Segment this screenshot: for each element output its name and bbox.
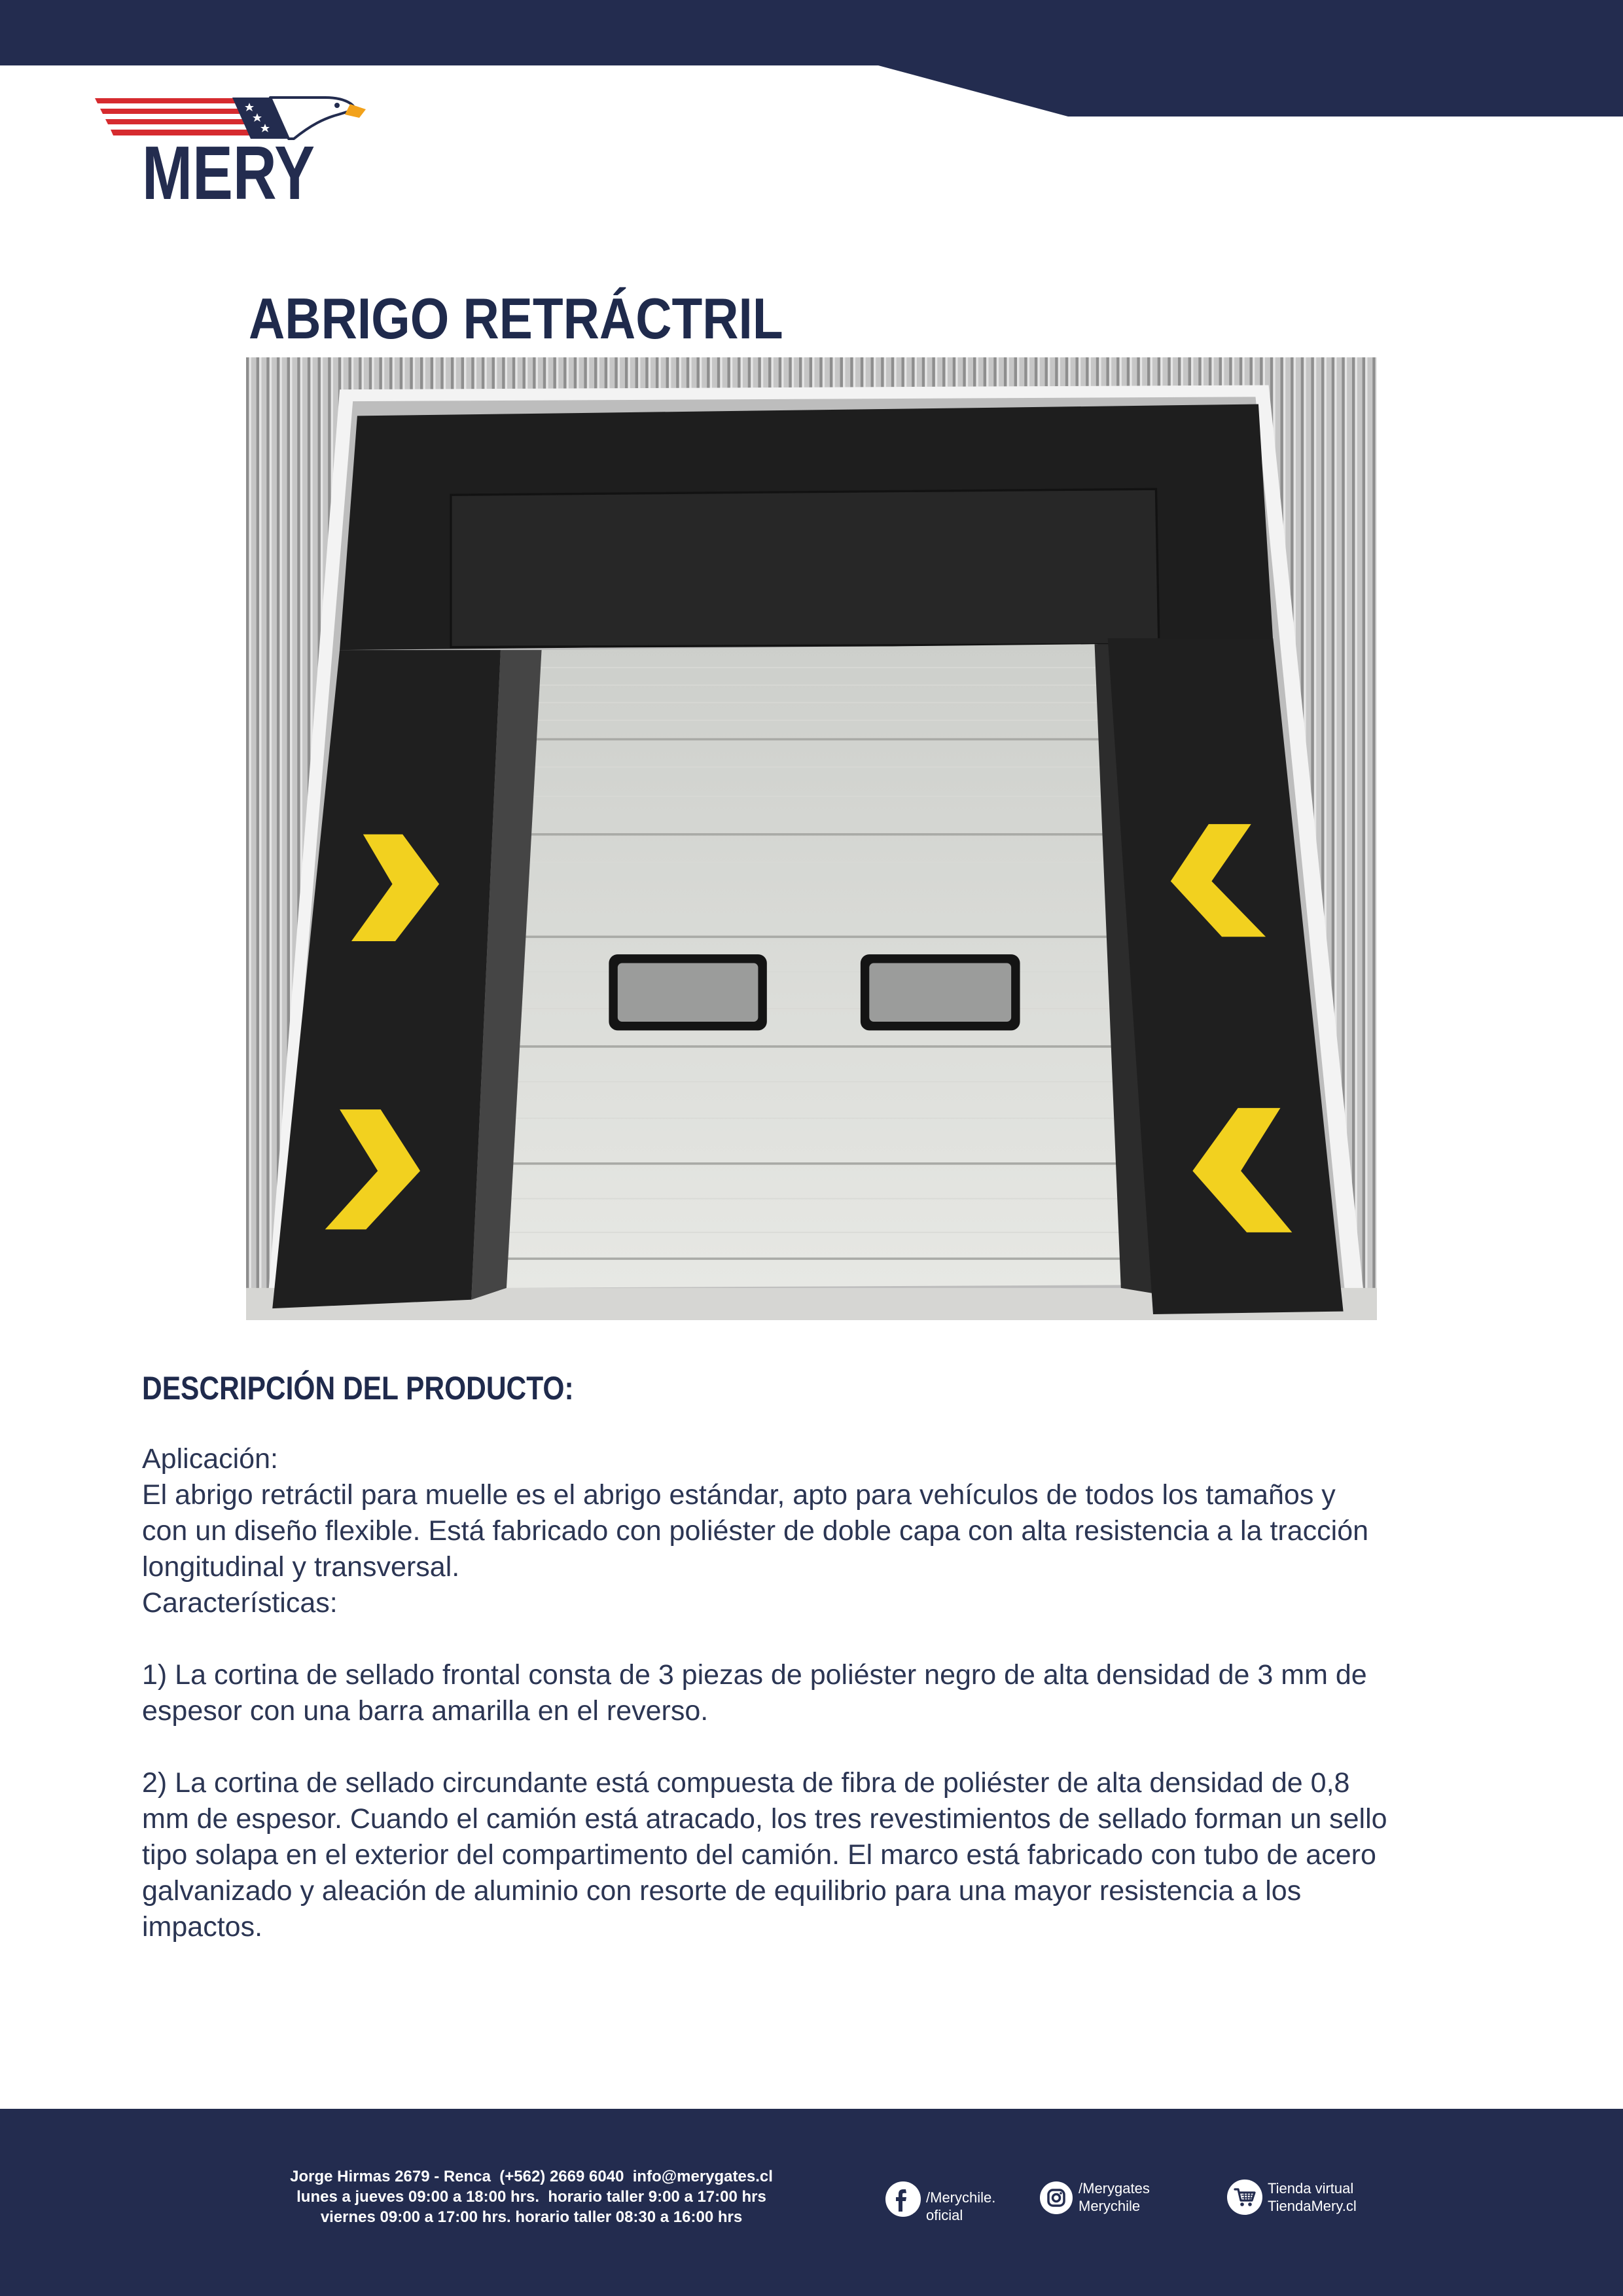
product-title: ABRIGO RETRÁCTRIL — [249, 286, 783, 351]
application-text-line: con un diseño flexible. Está fabricado con poliéster de doble capa con alta resistencia a la tracción — [142, 1515, 1369, 1547]
features-label: Características: — [142, 1587, 338, 1619]
social-instagram-line: Merychile — [1079, 2198, 1141, 2214]
logo-wordmark: MERY — [142, 130, 315, 203]
contact-info — [237, 2166, 826, 2227]
feature-2-line: impactos. — [142, 1911, 263, 1943]
feature-1-line: 1) La cortina de sellado frontal consta de 3 piezas de poliéster negro de alta densidad de 3 mm de — [142, 1659, 1367, 1691]
sectional-door — [507, 644, 1121, 1288]
social-facebook-line: /Merychile. — [926, 2189, 996, 2206]
social-store-line: Tienda virtual — [1268, 2180, 1354, 2197]
footer-band — [0, 2109, 1623, 2296]
social-instagram-line: /Merygates — [1079, 2180, 1150, 2197]
feature-1-line: espesor con una barra amarilla en el reverso. — [142, 1695, 709, 1727]
feature-2-line: 2) La cortina de sellado circundante está compuesta de fibra de poliéster de alta densidad de 0,8 — [142, 1767, 1350, 1799]
facebook-icon — [885, 2181, 921, 2217]
social-facebook — [926, 2189, 995, 2224]
instagram-icon — [1040, 2181, 1073, 2214]
cart-icon — [1227, 2179, 1262, 2215]
paragraph-spacer — [142, 1621, 1595, 1657]
product-photo — [246, 357, 1377, 1320]
feature-2-line: tipo solapa en el exterior del compartimento del camión. El marco está fabricado con tubo de acero — [142, 1839, 1376, 1871]
feature-2-line: mm de espesor. Cuando el camión está atracado, los tres revestimientos de sellado forman un sello — [142, 1803, 1387, 1835]
door-window-left — [609, 954, 766, 1030]
description-body — [142, 1441, 1595, 1945]
paragraph-spacer — [142, 1729, 1595, 1765]
feature-2-line: galvanizado y aleación de aluminio con resorte de equilibrio para una mayor resistencia a los — [142, 1875, 1302, 1907]
social-store-line: TiendaMery.cl — [1268, 2198, 1357, 2214]
social-instagram — [1079, 2179, 1150, 2215]
mery-logo — [95, 95, 366, 203]
contact-line: Jorge Hirmas 2679 - Renca (+562) 2669 6040 info@merygates.cl — [290, 2168, 773, 2185]
description-heading: DESCRIPCIÓN DEL PRODUCTO: — [142, 1370, 574, 1407]
social-store — [1268, 2179, 1357, 2215]
contact-line: lunes a jueves 09:00 a 18:00 hrs. horario taller 9:00 a 17:00 hrs — [296, 2188, 766, 2206]
door-window-right — [861, 954, 1020, 1030]
application-label: Aplicación: — [142, 1443, 278, 1475]
application-text-line: El abrigo retráctil para muelle es el abrigo estándar, apto para vehículos de todos los tamaños y — [142, 1479, 1336, 1511]
contact-line: viernes 09:00 a 17:00 hrs. horario taller 08:30 a 16:00 hrs — [320, 2208, 743, 2226]
application-text-line: longitudinal y transversal. — [142, 1551, 460, 1583]
social-facebook-line: oficial — [926, 2207, 963, 2223]
